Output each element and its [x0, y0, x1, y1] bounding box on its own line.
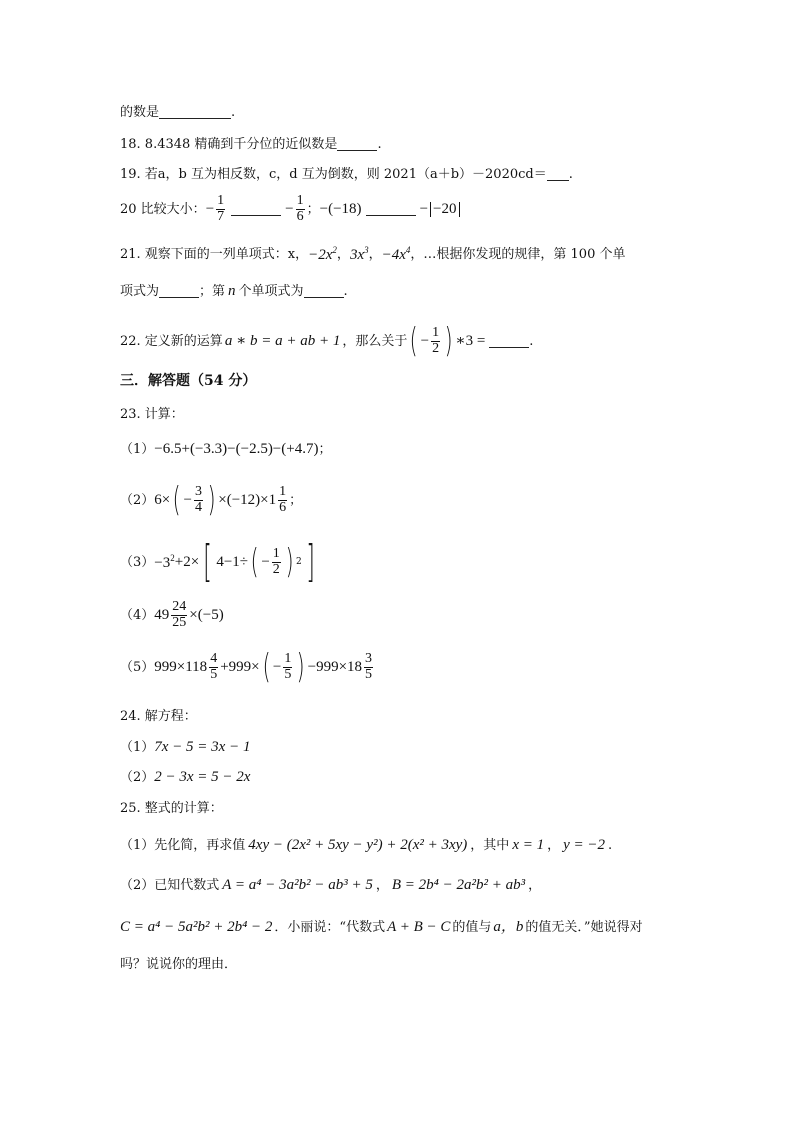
q17-line — [120, 106, 235, 119]
q23-title: 23. 计算： — [120, 407, 184, 422]
q23-p2-mixed-fraction: $\frac{1}{6}$ — [279, 483, 287, 515]
q24-part-1: （1） 7x − 5 = 3x − 1 — [120, 739, 251, 755]
q23-part-3: （3） $-3^2$ +2× [ 4−1÷ ( − $\frac{1}{2}$ ) 2 ] — [120, 536, 315, 587]
section-3-title: 三．解答题（54 分） — [120, 373, 257, 389]
q24-title: 24. 解方程： — [120, 709, 197, 724]
q25-part-2b: C = a⁴ − 5a²b² + 2b⁴ − 2 ．小丽说：“代数式 A + B − C 的值与 a，b 的值无关．”她说得对 — [120, 919, 643, 935]
q23-p4-fraction: $\frac{24}{25}$ — [172, 599, 187, 630]
q22-operation: ∗3 = — [455, 332, 486, 349]
q21-line-2 — [120, 284, 348, 299]
q22-left-paren: ( — [410, 321, 419, 361]
q21-end: . — [343, 284, 348, 299]
q22-definition: a ∗ b = a + ab + 1 — [224, 332, 341, 349]
q22-end: . — [529, 333, 534, 349]
q21-text-5: 个单项式为 — [238, 284, 304, 299]
q18-end: . — [377, 137, 382, 152]
q23-p1-expression: −6.5+(−3.3)−(−2.5)−(+4.7) — [154, 441, 319, 457]
q25-expression-B: B = 2b⁴ − 2a²b² + ab³ — [391, 877, 526, 893]
q20-expr-1: −(−18) — [319, 200, 362, 217]
q25-p1-expression: 4xy − (2x² + 5xy − y²) + 2(x² + 3xy) — [248, 837, 468, 853]
q25-expression-C: C = a⁴ − 5a²b² + 2b⁴ − 2 — [120, 919, 273, 935]
q20-abs-value: −20 — [430, 202, 459, 217]
q25-part-2c: 吗？说说你的理由． — [120, 957, 238, 972]
q20-fraction-1: $\frac{1}{7}$ — [217, 193, 225, 224]
q22-fraction: $\frac{1}{2}$ — [432, 324, 440, 356]
q21-term-2: $-2x^2$ — [308, 245, 337, 263]
q24-part-2: （2） 2 − 3x = 5 − 2x — [120, 769, 251, 785]
q19-end: . — [568, 167, 573, 182]
q19-answer-blank[interactable] — [547, 168, 569, 181]
q22-text-2: ，那么关于 — [342, 333, 408, 349]
q25-part-2: （2）已知代数式 A = a⁴ − 3a²b² − ab³ + 5 ， B = 2b⁴ − 2a²b² + ab³ ， — [120, 877, 542, 893]
q21-answer-blank-1[interactable] — [159, 285, 199, 298]
q21-term-4: $-4x^4$ — [381, 245, 411, 263]
q20-answer-blank-2[interactable] — [366, 203, 416, 216]
q19-text: 19. 若a，b 互为相反数，c，d 互为倒数，则 2021（a＋b）－2020cd＝ — [120, 167, 547, 182]
q25-expression-A: A = a⁴ − 3a²b² − ab³ + 5 — [222, 877, 373, 893]
q23-p3-fraction: $\frac{1}{2}$ — [272, 545, 280, 577]
q20-expr-2: − — [419, 200, 429, 217]
q20-label: 20 比较大小： — [120, 201, 206, 217]
q20-separator: ； — [306, 201, 320, 217]
q21-text-3: 项式为 — [120, 284, 160, 299]
q20-neg-sign: − — [205, 200, 215, 217]
q23-p2-fraction: $\frac{3}{4}$ — [194, 483, 202, 515]
q21-text-2: ，…根据你发现的规律，第 100 个单 — [410, 247, 626, 262]
q20-line — [120, 194, 462, 224]
q22-right-paren: ) — [444, 321, 453, 361]
q21-n: n — [228, 283, 236, 299]
q17-answer-blank[interactable] — [159, 106, 231, 119]
q21-answer-blank-2[interactable] — [304, 285, 344, 298]
q19-line — [120, 168, 573, 181]
q21-term-3: $3x^3$ — [349, 245, 369, 263]
q25-title: 25. 整式的计算： — [120, 801, 223, 816]
q20-fraction-2: $\frac{1}{6}$ — [296, 193, 304, 224]
q18-line — [120, 138, 382, 151]
q23-part-5: （5） 999×118 $\frac{4}{5}$ +999× ( − $\frac{1}{5}$ ) −999×18 $\frac{3}{5}$ — [120, 647, 373, 687]
q18-text: 18. 8.4348 精确到千分位的近似数是 — [120, 137, 338, 152]
q22-text-1: 22. 定义新的运算 — [120, 333, 223, 349]
q23-p3-power: $-3^2$ — [154, 552, 175, 571]
q21-text-4: ；第 — [199, 284, 226, 299]
q17-end: . — [231, 105, 236, 120]
q17-tail: 的数是 — [120, 105, 160, 120]
q22-answer-blank[interactable] — [489, 335, 529, 348]
q21-text-1: 21. 观察下面的一列单项式：x， — [120, 247, 309, 262]
q25-part-1: （1）先化简，再求值 4xy − (2x² + 5xy − y²) + 2(x² + 3xy) ，其中 x = 1 ， y = −2 . — [120, 837, 613, 853]
q18-answer-blank[interactable] — [337, 138, 377, 151]
q23-part-2: （2） 6× ( − $\frac{3}{4}$ ) ×(−12)×1 $\frac{1}{6}$ ； — [120, 480, 303, 520]
q20-neg-sign-2: − — [285, 200, 294, 217]
q23-part-1: （1） −6.5+(−3.3)−(−2.5)−(+4.7) ； — [120, 441, 332, 457]
q21-line-1: 21. 观察下面的一列单项式：x， $-2x^2$ ， $3x^3$ ， $-4x^4$ ，…根据你发现的规律，第 100 个单 — [120, 245, 626, 263]
q20-answer-blank-1[interactable] — [231, 203, 281, 216]
q22-line: 22. 定义新的运算 a ∗ b = a + ab + 1 ，那么关于 ( − $\frac{1}{2}$ ) ∗3 = . — [120, 321, 534, 361]
q23-part-4: （4） 49 $\frac{24}{25}$ ×(−5) — [120, 599, 224, 630]
